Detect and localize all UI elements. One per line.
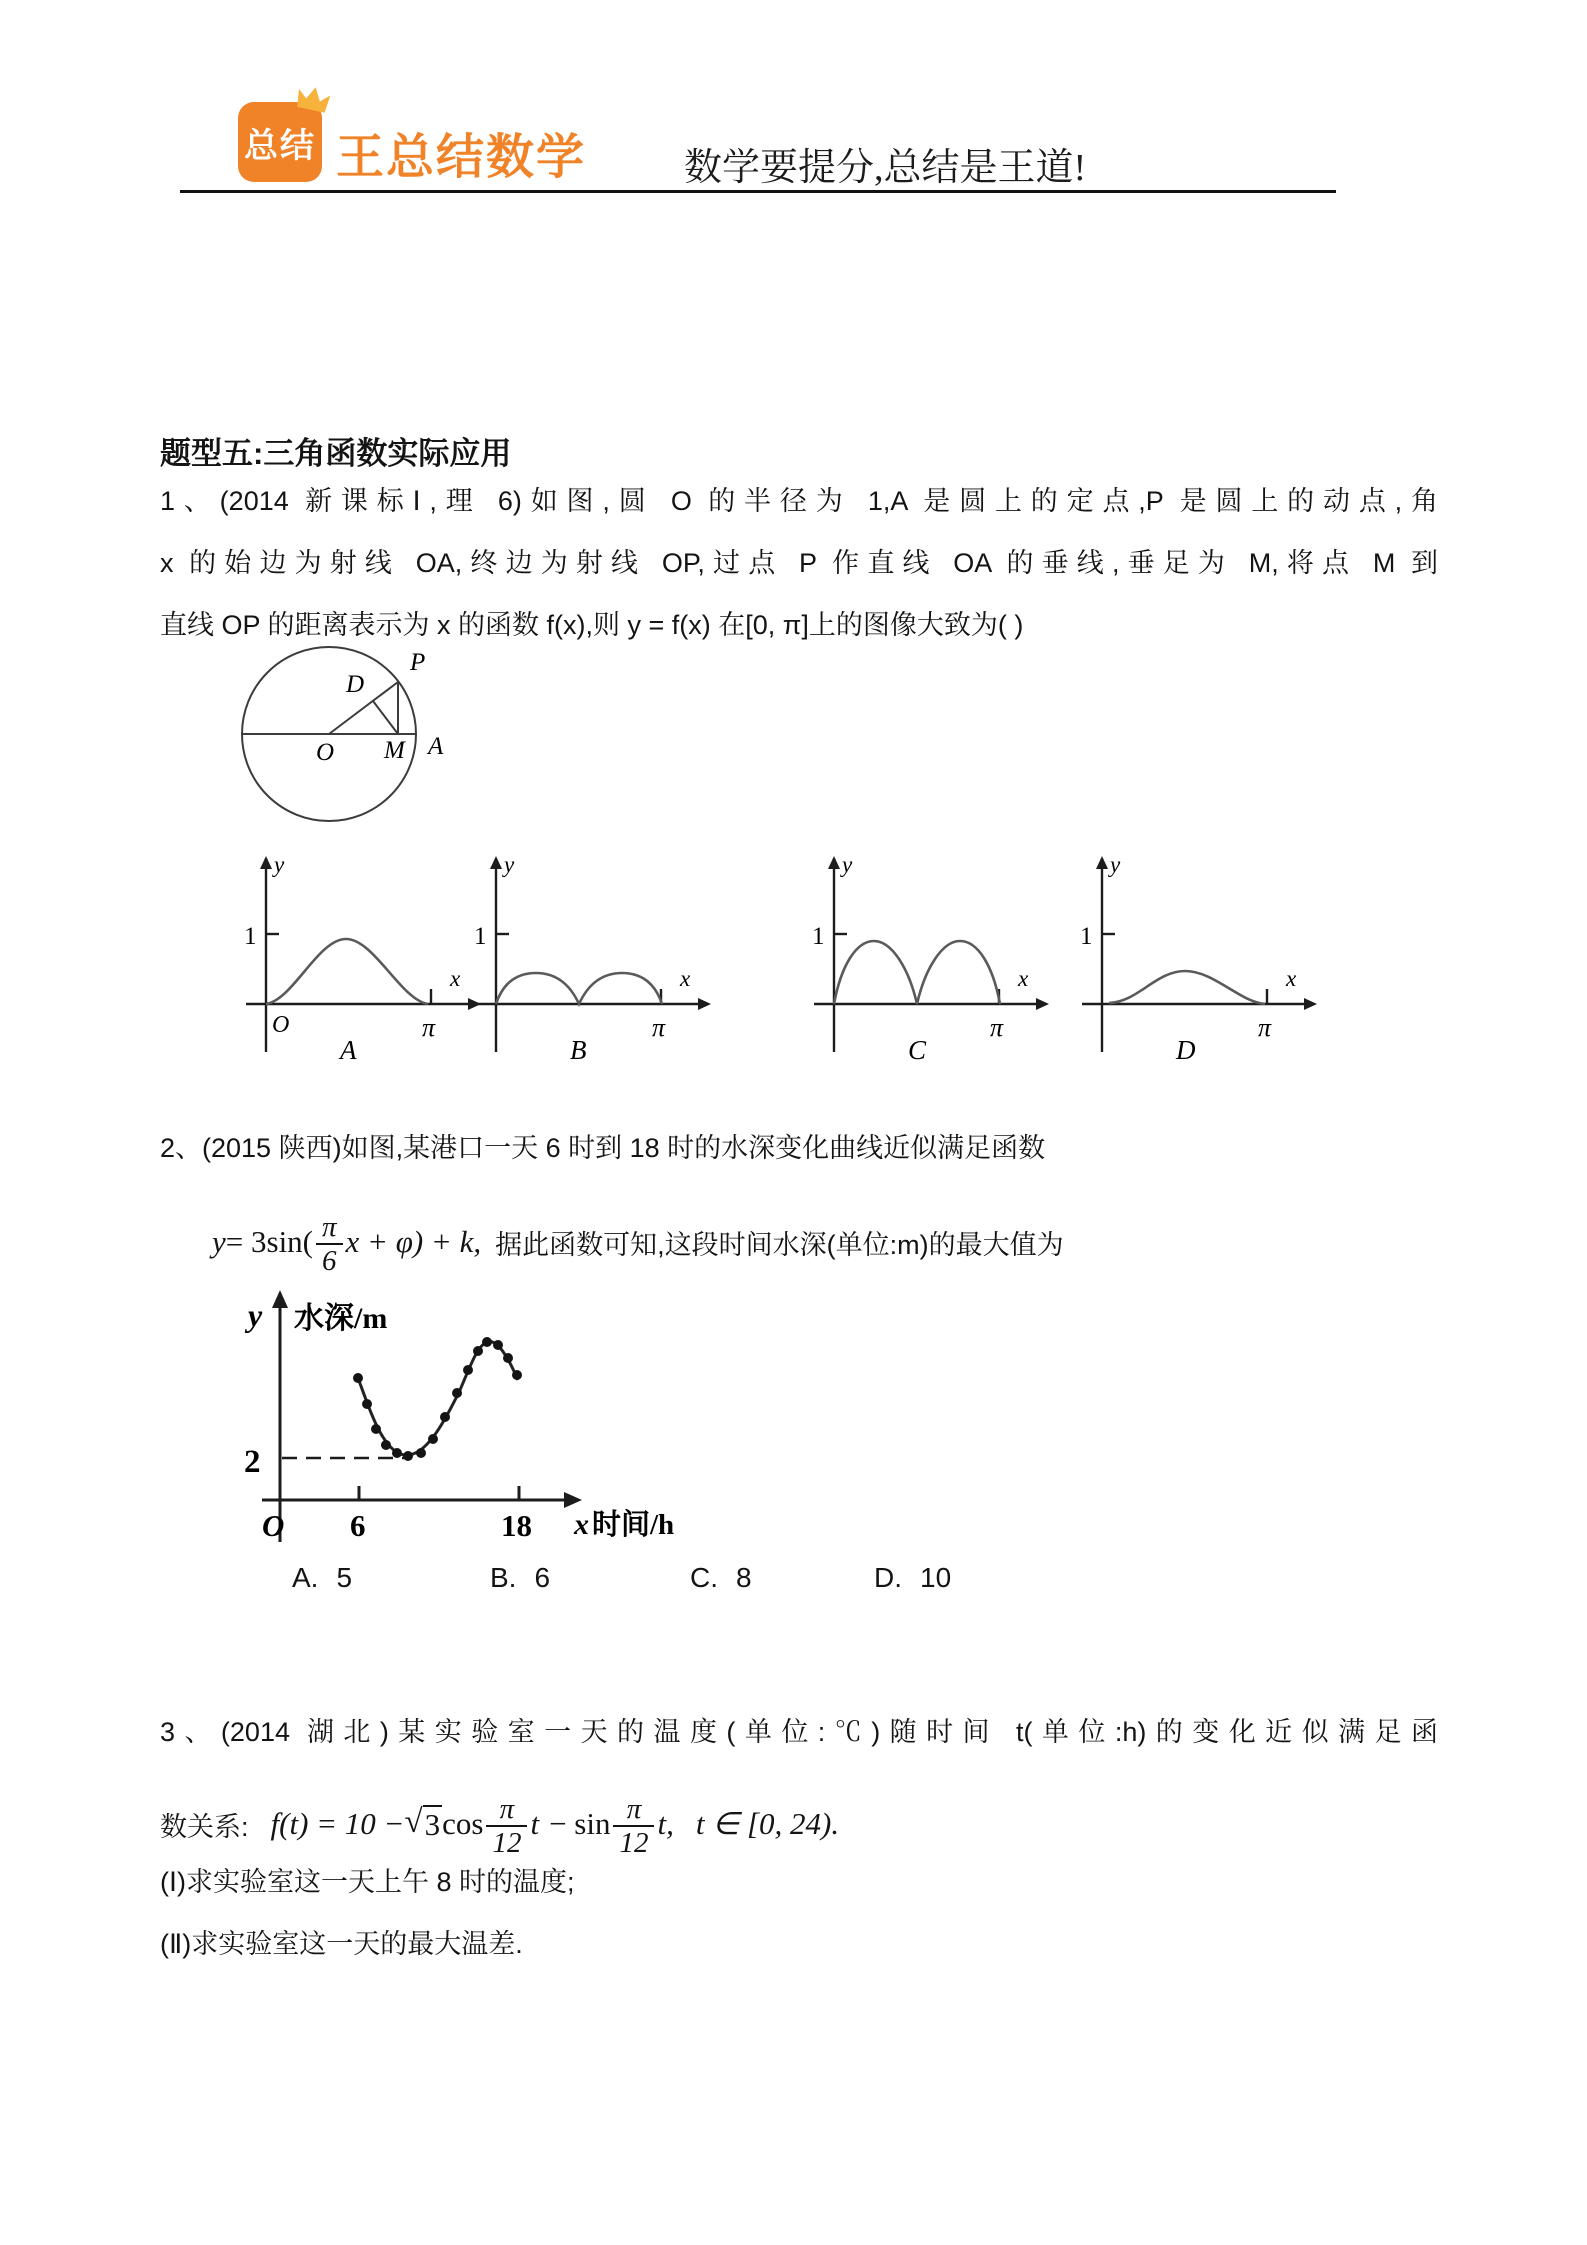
problem3-q2: (Ⅱ)求实验室这一天的最大温差. [160, 1929, 523, 1959]
radicand: 3 [424, 1807, 441, 1842]
point-label-m: M [384, 737, 405, 764]
problem3-formula [160, 1778, 839, 1870]
formula3-var1: t [530, 1806, 540, 1841]
logo-badge-text: 总结 [244, 126, 316, 165]
radical-sign: √ [404, 1804, 423, 1840]
formula3-fraction1: $\frac{\pi}{12}$ [486, 1793, 527, 1860]
y-arrow-icon [1096, 856, 1108, 869]
y-arrow-icon [272, 1290, 288, 1308]
point-label-d: D [346, 671, 365, 698]
water-depth-chart [222, 1282, 722, 1562]
y-tick-1: 1 [1080, 923, 1093, 950]
y-ref-label: 2 [244, 1444, 261, 1480]
point-label-a: A [428, 733, 444, 760]
y-axis-label: y [248, 1297, 263, 1333]
brand-logo-badge [238, 102, 322, 182]
x-arrow-icon [564, 1492, 582, 1508]
y-axis-label: y [1110, 852, 1121, 877]
header-rule [180, 190, 1336, 193]
problem1-line3: 直线 OP 的距离表示为 x 的函数 f(x),则 y = f(x) 在[0, π]上的图像大致为( ) [160, 610, 1024, 640]
option-c: C. 8 [690, 1562, 752, 1593]
problem2-intro: 2、(2015 陕西)如图,某港口一天 6 时到 18 时的水深变化曲线近似满足函数 [160, 1133, 1046, 1163]
chart-title: 水深/m [294, 1302, 388, 1335]
problem2-formula [212, 1196, 1064, 1288]
formula2-var: y [212, 1224, 226, 1259]
graph-option-b [468, 852, 718, 1062]
point-label-o: O [316, 739, 335, 766]
problem3-q1: (Ⅰ)求实验室这一天上午 8 时的温度; [160, 1867, 575, 1897]
x-tick-18: 18 [501, 1508, 532, 1543]
problem1-line2: x 的始边为射线 OA,终边为射线 OP,过点 P 作直线 OA 的垂线,垂足为 M,将点 M 到 [160, 548, 1438, 578]
x-tick-pi: π [652, 1013, 666, 1042]
formula3-seg1: f(t) = 10 − [270, 1806, 405, 1841]
section-title: 题型五:三角函数实际应用 [160, 436, 512, 471]
problem1-line1: 1、(2014 新课标Ⅰ,理 6)如图,圆 O 的半径为 1,A 是圆上的定点,P 是圆上的动点,角 [160, 486, 1438, 516]
formula2-fraction [316, 1211, 343, 1278]
y-axis-label: y [842, 852, 853, 877]
segment-md [373, 701, 398, 734]
x-axis-label: x [680, 966, 691, 991]
problem1-text [160, 470, 1438, 656]
x-tick-pi: π [422, 1013, 436, 1042]
caption-c: C [908, 1035, 927, 1062]
curve-b [496, 973, 662, 1004]
tagline: 数学要提分,总结是王道! [684, 147, 1087, 189]
depth-curve [358, 1341, 518, 1455]
x-axis-label: x [450, 966, 461, 991]
problem3-line1: 3、(2014 湖北)某实验室一天的温度(单位:℃)随时间 t(单位:h)的变化近似满足函 [160, 1717, 1438, 1747]
formula3-var2: t, [657, 1806, 674, 1841]
x-arrow-icon [698, 998, 711, 1010]
formula3-tail: t ∈ [0, 24). [695, 1806, 840, 1841]
graph-option-d [1074, 852, 1324, 1062]
option-a: A. 5 [292, 1562, 353, 1593]
curve-d [1109, 971, 1265, 1004]
y-tick-1: 1 [474, 923, 487, 950]
formula2-pre: = 3sin( [225, 1224, 313, 1259]
circle-diagram [222, 638, 532, 843]
formula3-cos: cos [442, 1806, 484, 1841]
formula3-label: 数关系: [160, 1811, 249, 1842]
graph-option-c [806, 852, 1056, 1062]
graph-option-a [238, 852, 488, 1062]
formula3-fraction2: $\frac{\pi}{12}$ [613, 1793, 654, 1860]
caption-a: A [340, 1035, 357, 1062]
x-axis-label-var: x [574, 1508, 589, 1541]
crown-icon [296, 86, 330, 114]
formula2-post: x + φ) + k, [345, 1224, 482, 1259]
x-tick-pi: π [1258, 1013, 1272, 1042]
problem2-after-formula: 据此函数可知,这段时间水深(单位:m)的最大值为 [495, 1229, 1064, 1260]
y-tick-1: 1 [244, 923, 257, 950]
fraction-numerator: π [322, 1210, 337, 1243]
y-tick-1: 1 [812, 923, 825, 950]
y-axis-label: y [504, 852, 515, 877]
x-axis-label: x [1018, 966, 1029, 991]
curve-c [834, 941, 1000, 1004]
origin-label: O [262, 1508, 285, 1543]
formula3-seg2: − sin [549, 1806, 611, 1841]
y-arrow-icon [490, 856, 502, 869]
origin-label: O [272, 1012, 290, 1038]
x-tick-pi: π [990, 1013, 1004, 1042]
curve-a [266, 939, 428, 1004]
brand-name: 王总结数学 [336, 131, 587, 184]
y-arrow-icon [260, 856, 272, 869]
point-label-p: P [410, 649, 426, 676]
caption-d: D [1176, 1035, 1196, 1062]
sqrt-term [404, 1805, 442, 1843]
y-axis-label: y [274, 852, 285, 877]
x-tick-6: 6 [350, 1508, 366, 1543]
option-b: B. 6 [490, 1562, 551, 1593]
y-arrow-icon [828, 856, 840, 869]
x-axis-label: 时间/h [592, 1509, 675, 1541]
caption-b: B [570, 1035, 587, 1062]
data-points [353, 1337, 522, 1461]
option-d: D. 10 [874, 1562, 952, 1593]
x-arrow-icon [1036, 998, 1049, 1010]
x-arrow-icon [1304, 998, 1317, 1010]
fraction-denominator: 6 [316, 1243, 343, 1277]
x-axis-label: x [1286, 966, 1297, 991]
